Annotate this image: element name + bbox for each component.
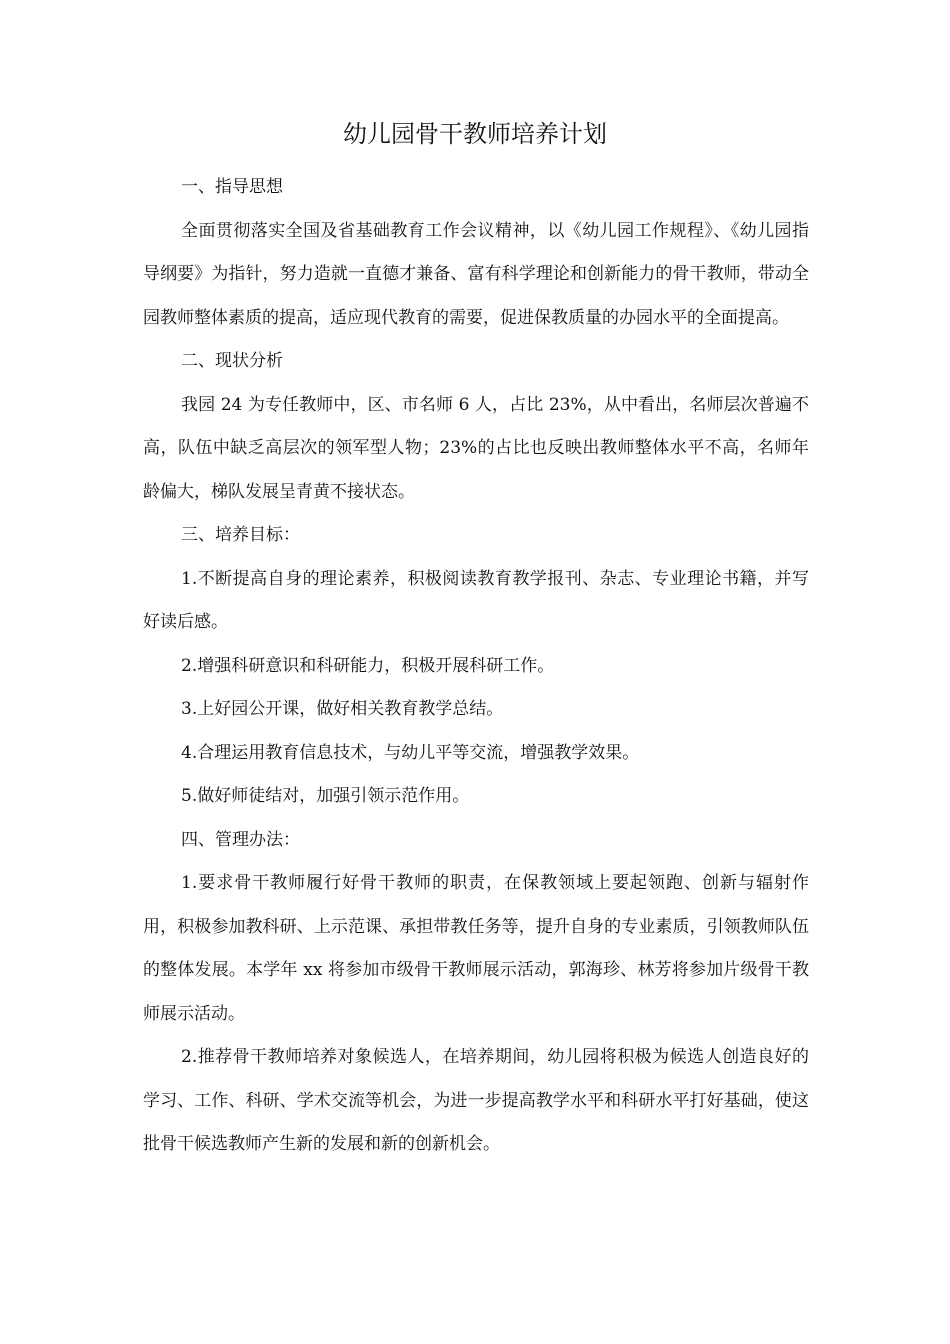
section-heading-management-methods: 四、管理办法： bbox=[181, 829, 300, 850]
management-item-1: 1.要求骨干教师履行好骨干教师的职责，在保教领域上要起领跑、创新与辐射作用，积极参加教科研、上示范课、承担带教任务等，提升自身的专业素质，引领教师队伍的整体发展。本学年 xx 将参加市级骨干教师展示活动，郭海珍、林芳将参加片级骨干教师展示活动。 bbox=[143, 873, 809, 1024]
document-body bbox=[143, 166, 809, 1167]
document-title: 幼儿园骨干教师培养计划 bbox=[343, 120, 607, 148]
goal-item-1: 1.不断提高自身的理论素养，积极阅读教育教学报刊、杂志、专业理论书籍，并写好读后感。 bbox=[143, 568, 809, 632]
goal-item-2: 2.增强科研意识和科研能力，积极开展科研工作。 bbox=[181, 655, 555, 676]
goal-item-4: 4.合理运用教育信息技术，与幼儿平等交流，增强教学效果。 bbox=[181, 742, 640, 763]
goal-item-5: 5.做好师徒结对，加强引领示范作用。 bbox=[181, 786, 470, 806]
section-heading-guiding-ideology: 一、指导思想 bbox=[181, 177, 283, 197]
section-heading-status-analysis: 二、现状分析 bbox=[181, 351, 283, 371]
management-item-2: 2.推荐骨干教师培养对象候选人，在培养期间，幼儿园将积极为候选人创造良好的学习、工作、科研、学术交流等机会，为进一步提高教学水平和科研水平打好基础，使这批骨干候选教师产生新的发展和新的创新机会。 bbox=[143, 1047, 809, 1154]
section-heading-training-goals: 三、培养目标： bbox=[181, 525, 300, 545]
paragraph-status-analysis: 我园 24 为专任教师中，区、市名师 6 人，占比 23%，从中看出，名师层次普遍不高，队伍中缺乏高层次的领军型人物；23%的占比也反映出教师整体水平不高，名师年龄偏大，梯队发展呈青黄不接状态。 bbox=[143, 394, 809, 502]
goal-item-3: 3.上好园公开课，做好相关教育教学总结。 bbox=[181, 699, 504, 719]
paragraph-guiding-ideology: 全面贯彻落实全国及省基础教育工作会议精神，以《幼儿园工作规程》、《幼儿园指导纲要》为指针，努力造就一直德才兼备、富有科学理论和创新能力的骨干教师，带动全园教师整体素质的提高，适应现代教育的需要，促进保教质量的办园水平的全面提高。 bbox=[143, 220, 809, 328]
